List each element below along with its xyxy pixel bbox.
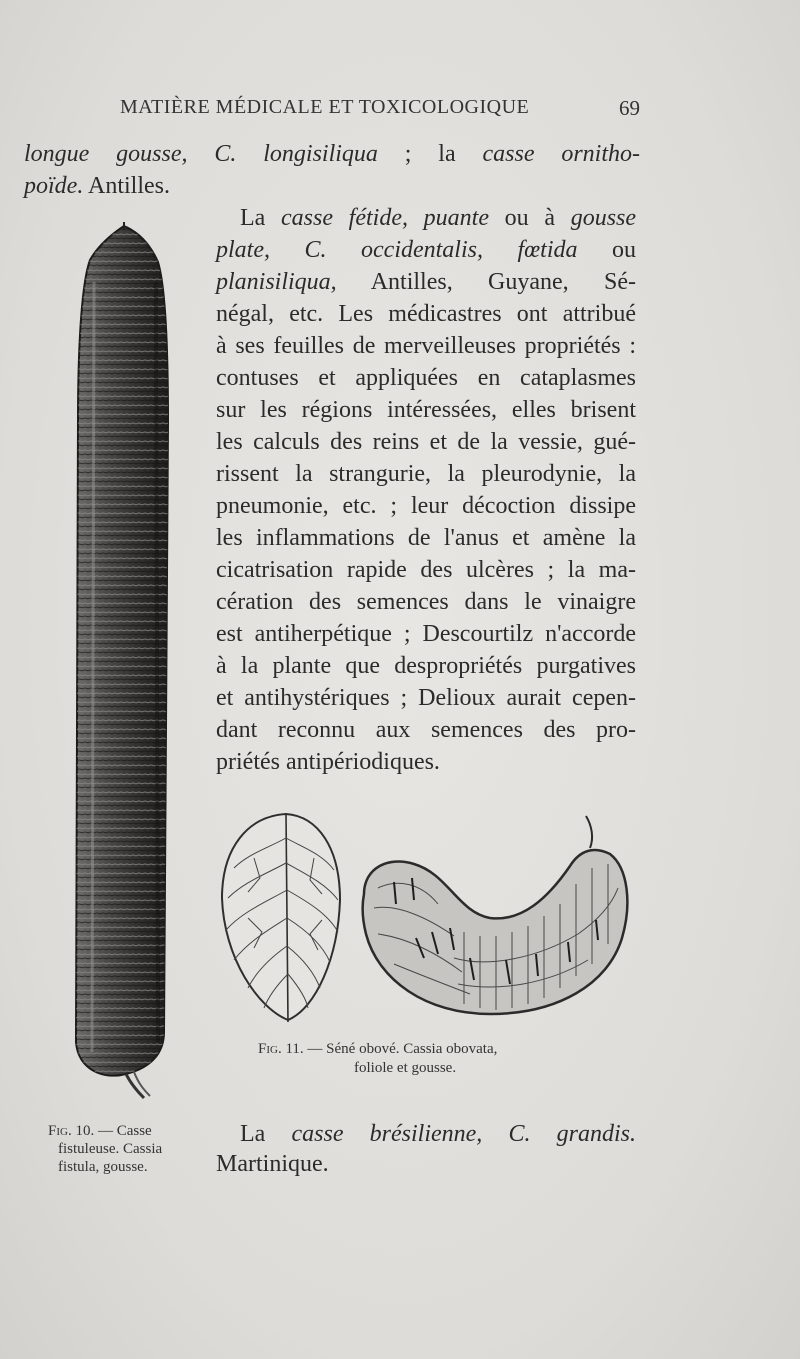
text-italic: plate, bbox=[216, 237, 270, 263]
text-italic: casse brésilienne, C. grandis. bbox=[291, 1121, 637, 1147]
caption-text: — Casse bbox=[97, 1123, 152, 1139]
fig10-caption-line-1 bbox=[48, 1122, 152, 1140]
para1-line-5: à ses feuilles de merveilleuses propriétés : bbox=[216, 333, 636, 359]
cassia-fistula-pod-illustration bbox=[64, 222, 184, 1102]
para1-line-17: dant reconnu aux semences des pro- bbox=[216, 717, 636, 743]
para1-line-13: cération des semences dans le vinaigre bbox=[216, 589, 636, 615]
para1-line-4: négal, etc. Les médicastres ont attribué bbox=[216, 301, 636, 327]
para1-line-6: contuses et appliquées en cataplasmes bbox=[216, 365, 636, 391]
para1-line-16: et antihystériques ; Delioux aurait cepen- bbox=[216, 685, 636, 711]
para1-line-11: les inflammations de l'anus et amène la bbox=[216, 525, 636, 551]
text-italic: casse ornitho- bbox=[482, 141, 641, 167]
caption-text: — Séné obové. Cassia obovata, bbox=[307, 1041, 498, 1057]
running-title: MATIÈRE MÉDICALE ET TOXICOLOGIQUE bbox=[120, 96, 530, 118]
text: ; la bbox=[404, 141, 456, 167]
para1-line-9: rissent la strangurie, la pleurodynie, la bbox=[216, 461, 636, 487]
text: Antilles, Guyane, Sé- bbox=[370, 269, 636, 295]
figure-label: Fig. 11. bbox=[258, 1041, 304, 1057]
text: ou bbox=[612, 237, 636, 263]
para1-line-2 bbox=[216, 234, 636, 266]
figure-label: Fig. 10. bbox=[48, 1123, 95, 1139]
para1-line-14: est antiherpétique ; Descourtilz n'accorde bbox=[216, 621, 636, 647]
fig11-caption-line-2: foliole et gousse. bbox=[354, 1060, 457, 1076]
para1-line-18: priétés antipériodiques. bbox=[216, 749, 440, 775]
fig11-caption-line-1 bbox=[258, 1040, 497, 1058]
running-header bbox=[120, 96, 640, 126]
senna-obovata-illustration bbox=[218, 808, 638, 1034]
para1-line-15: à la plante que despropriétés purgatives bbox=[216, 653, 636, 679]
para1-line-3 bbox=[216, 266, 636, 298]
fig10-caption-line-3: fistula, gousse. bbox=[58, 1159, 148, 1175]
text-italic: gousse bbox=[570, 205, 637, 231]
para2-line-2: Martinique. bbox=[216, 1151, 329, 1177]
para1-line-7: sur les régions intéressées, elles brisent bbox=[216, 397, 636, 423]
text-italic: longue gousse, bbox=[24, 141, 188, 167]
text-italic: poïde. bbox=[24, 173, 84, 199]
para1-line-10: pneumonie, etc. ; leur décoction dissipe bbox=[216, 493, 636, 519]
fig10-caption-line-2: fistuleuse. Cassia bbox=[58, 1141, 163, 1157]
text-italic: planisiliqua, bbox=[216, 269, 337, 295]
text-italic: C. longisiliqua bbox=[214, 141, 378, 167]
intro-line-2 bbox=[24, 170, 170, 202]
text-italic: casse fétide, puante bbox=[281, 205, 489, 231]
para1-line-12: cicatrisation rapide des ulcères ; la ma- bbox=[216, 557, 636, 583]
para1-line-8: les calculs des reins et de la vessie, gué- bbox=[216, 429, 636, 455]
text: La bbox=[240, 1121, 266, 1147]
para2-line-1 bbox=[240, 1118, 636, 1150]
text: La bbox=[240, 205, 266, 231]
text-italic: C. occidentalis, fœtida bbox=[304, 237, 578, 263]
text: Antilles. bbox=[88, 173, 171, 199]
pod-drawing bbox=[363, 816, 628, 1014]
text: ou à bbox=[504, 205, 555, 231]
para1-line-1 bbox=[240, 202, 636, 234]
intro-line-1 bbox=[24, 138, 640, 170]
page-number: 69 bbox=[619, 96, 640, 120]
leaflet-drawing bbox=[222, 814, 340, 1022]
